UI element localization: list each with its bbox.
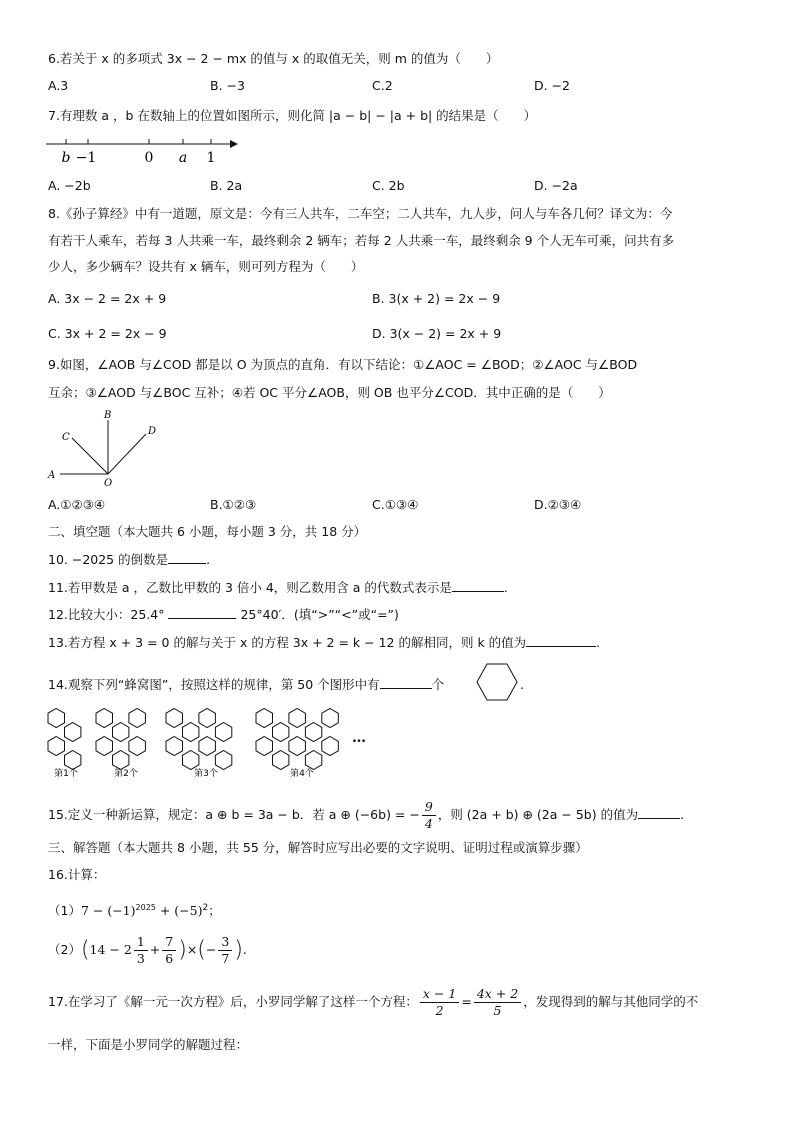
- honeycomb-hexagon: [322, 737, 339, 756]
- number-line-figure: [44, 133, 244, 167]
- q8-option-b: B. 3(x + 2) = 2x − 9: [372, 291, 501, 306]
- hexagon-icon: [476, 663, 518, 701]
- fig-label-c: C: [62, 432, 70, 443]
- q6-option-d: D. −2: [534, 78, 570, 93]
- q13-answer-blank[interactable]: [526, 634, 596, 647]
- honeycomb-hexagon: [113, 723, 129, 742]
- q15: 15.定义一种新运算，规定：a ⊕ b = 3a − b．若 a ⊕ (−6b) = − $\frac{9}{4}$ ，则 (2a + b) ⊕ (2a − 5b) 的值为 .: [48, 799, 685, 831]
- q12: 12.比较大小：25.4° 25°40′．(填“>”“<”或“=”): [48, 607, 399, 622]
- axis-label-0: 0: [144, 150, 154, 166]
- q7-option-a: A. −2b: [48, 178, 91, 193]
- honeycomb-hexagon: [289, 737, 306, 756]
- honeycomb-ellipsis: …: [352, 730, 366, 746]
- q10: 10. −2025 的倒数是 .: [48, 552, 211, 567]
- honeycomb-hexagon: [183, 751, 199, 770]
- honeycomb-hexagon: [305, 751, 321, 770]
- q17-line1: 17.在学习了《解一元一次方程》后，小罗同学解了这样一个方程： $\frac{x - 1}{2}$ = $\frac{4x + 2}{5}$ ，发现得到的解与其他同学的不: [48, 986, 699, 1018]
- q6-stem: 6.若关于 x 的多项式 3x − 2 − mx 的值与 x 的取值无关，则 m 的值为（ ）: [48, 51, 499, 66]
- honeycomb-caption: 第4个: [290, 769, 314, 778]
- honeycomb-hexagon: [273, 723, 289, 742]
- q12-answer-blank[interactable]: [168, 606, 236, 619]
- honeycomb-hexagon: [48, 709, 65, 728]
- honeycomb-hexagon: [256, 737, 273, 756]
- q9-line1: 9.如图，∠AOB 与∠COD 都是以 O 为顶点的直角．有以下结论：①∠AOC = ∠BOD；②∠AOC 与∠BOD: [48, 357, 638, 372]
- q6-option-a: A.3: [48, 78, 69, 93]
- honeycomb-hexagon: [199, 709, 216, 728]
- honeycomb-hexagon: [215, 723, 231, 742]
- honeycomb-hexagon: [215, 751, 231, 770]
- q14-stem: 14.观察下列“蜂窝图”，按照这样的规律，第 50 个图形中有 个: [48, 677, 445, 692]
- angle-figure: [44, 408, 174, 490]
- honeycomb-hexagon: [65, 723, 81, 742]
- axis-label-1: 1: [206, 150, 216, 166]
- q6-option-c: C.2: [372, 78, 393, 93]
- axis-label-neg1: −1: [75, 150, 97, 166]
- q8-line3: 少人，多少辆车？设共有 x 辆车，则可列方程为（ ）: [48, 259, 364, 274]
- honeycomb-hexagon: [48, 737, 65, 756]
- honeycomb-hexagon: [256, 709, 273, 728]
- q8-line2: 有若干人乘车，若每 3 人共乘一车，最终剩余 2 辆车；若每 2 人共乘一车，最终剩余 9 个人无车可乘，问共有多: [48, 233, 675, 248]
- q15-answer-blank[interactable]: [638, 806, 680, 819]
- q15-fraction: $\frac{9}{4}$: [422, 799, 436, 832]
- axis-label-a: a: [178, 150, 188, 166]
- ray-oc: [72, 438, 108, 474]
- honeycomb-hexagon: [129, 709, 146, 728]
- honeycomb-caption: 第2个: [114, 769, 138, 778]
- ray-od: [108, 434, 146, 474]
- q9-option-d: D.②③④: [534, 497, 582, 512]
- q9-line2: 互余；③∠AOD 与∠BOC 互补；④若 OC 平分∠AOB，则 OB 也平分∠COD．其中正确的是（ ）: [48, 385, 611, 400]
- q16-part1: $(1)7 - (-1)^{2025} + (-5)^2$；: [48, 903, 221, 919]
- fig-label-b: B: [104, 410, 112, 421]
- q11-answer-blank[interactable]: [452, 579, 504, 592]
- honeycomb-hexagon: [322, 709, 339, 728]
- q8-line1: 8.《孙子算经》中有一道题，原文是：今有三人共车，二车空；二人共车，九人步，问人与车各几何？译文为：今: [48, 206, 673, 221]
- honeycomb-caption: 第1个: [54, 769, 78, 778]
- honeycomb-hexagon: [166, 709, 183, 728]
- honeycomb-hexagon: [183, 723, 199, 742]
- q14-answer-blank[interactable]: [380, 676, 432, 689]
- axis-label-b: b: [61, 150, 71, 166]
- honeycomb-hexagon: [65, 751, 81, 770]
- honeycomb-hexagon: [96, 737, 113, 756]
- number-line-arrow: [230, 140, 238, 148]
- honeycomb-caption: 第3个: [194, 769, 218, 778]
- honeycomb-hexagon: [305, 723, 321, 742]
- honeycomb-hexagon: [289, 709, 306, 728]
- q11: 11.若甲数是 a ，乙数比甲数的 3 倍小 4，则乙数用含 a 的代数式表示是 .: [48, 580, 508, 595]
- fig-label-d: D: [148, 426, 157, 437]
- q14-end: .: [520, 677, 524, 692]
- q8-option-a: A. 3x − 2 = 2x + 9: [48, 291, 167, 306]
- q9-option-a: A.①②③④: [48, 497, 106, 512]
- q8-option-d: D. 3(x − 2) = 2x + 9: [372, 326, 502, 341]
- q6-option-b: B. −3: [210, 78, 245, 93]
- q10-answer-blank[interactable]: [168, 551, 206, 564]
- q16-part2: （2）(14 − 2 $\frac{1}{3}$ + $\frac{7}{6}$ )×(− $\frac{3}{7}$ ).: [48, 934, 247, 966]
- honeycomb-hexagon: [129, 737, 146, 756]
- q7-option-c: C. 2b: [372, 178, 405, 193]
- honeycomb-hexagon: [96, 709, 113, 728]
- q13: 13.若方程 x + 3 = 0 的解与关于 x 的方程 3x + 2 = k − 12 的解相同，则 k 的值为 .: [48, 635, 601, 650]
- honeycomb-figures: [44, 706, 384, 778]
- section3-heading: 三、解答题（本大题共 8 小题，共 55 分，解答时应写出必要的文字说明、证明过程或演算步骤）: [48, 840, 588, 855]
- q17-line2: 一样，下面是小罗同学的解题过程：: [48, 1037, 249, 1052]
- q8-option-c: C. 3x + 2 = 2x − 9: [48, 326, 167, 341]
- honeycomb-hexagon: [113, 751, 129, 770]
- fig-label-a: A: [48, 470, 56, 481]
- q7-option-b: B. 2a: [210, 178, 243, 193]
- q16-title: 16.计算：: [48, 867, 106, 882]
- q9-option-b: B.①②③: [210, 497, 257, 512]
- fig-label-o: O: [104, 478, 113, 489]
- honeycomb-hexagon: [166, 737, 183, 756]
- q9-option-c: C.①③④: [372, 497, 419, 512]
- q7-stem: 7.有理数 a ，b 在数轴上的位置如图所示，则化简 |a − b| − |a + b| 的结果是（ ）: [48, 108, 537, 123]
- section2-heading: 二、填空题（本大题共 6 小题，每小题 3 分，共 18 分）: [48, 524, 367, 539]
- q7-option-d: D. −2a: [534, 178, 578, 193]
- honeycomb-hexagon: [273, 751, 289, 770]
- honeycomb-hexagon: [199, 737, 216, 756]
